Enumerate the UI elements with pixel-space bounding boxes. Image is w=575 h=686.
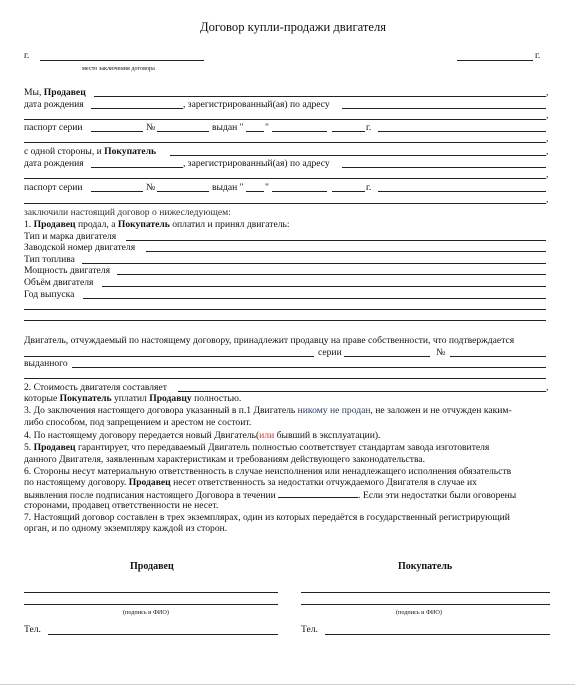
buyer-tel-field[interactable] [325,634,550,635]
seller-issued-by-field-2[interactable] [24,142,546,143]
seller-passport-label: паспорт серии [24,122,83,133]
concluded-text: заключили настоящий договор о нижеследующем: [24,207,231,218]
volume-label: Объём двигателя [24,277,94,288]
clause-6-line-a: 6. Стороны несут материальную ответственность в случае неисполнения или ненадлежащего исполнения обязательств [24,466,512,477]
price-field[interactable] [178,391,546,392]
serial-number-field[interactable] [146,251,546,252]
buyer-passport-series-field[interactable] [91,191,143,192]
place-g-label: г. [24,50,30,61]
buyer-passport-label: паспорт серии [24,182,83,193]
engine-type-label: Тип и марка двигателя [24,231,117,242]
warranty-period-field[interactable] [278,489,358,498]
volume-field[interactable] [102,286,546,287]
buyer-address-field-2[interactable] [24,178,546,179]
seller-issued-month-field[interactable] [272,131,327,132]
page-title: Договор купли-продажи двигателя [200,20,387,34]
power-label: Мощность двигателя [24,265,111,276]
clause-7-line-b: орган, и по одному экземпляру каждой из сторон. [24,523,228,534]
clause-2-line-b: которые Покупатель уплатил Продавцу полностью. [24,393,242,404]
seller-num-label: № [146,122,156,133]
buyer-line [24,146,156,157]
ownership-num-label: № [436,347,446,358]
buyer-issued-label: выдан " [212,182,244,193]
clause-6-line-b: по настоящему договору. Продавец несет ответственность за недостатки отчуждаемого Двигателя в случае их [24,477,477,488]
we-label: Мы, [24,87,42,98]
power-field[interactable] [117,274,546,275]
seller-sign-heading: Продавец [130,561,174,572]
buyer-dob-field[interactable] [91,167,183,168]
seller-issued-year-field[interactable] [332,131,365,132]
ownership-text: Двигатель, отчуждаемый по настоящему договору, принадлежит продавцу на праве собственности, что подтверждается [24,335,515,346]
clause-7-line-a: 7. Настоящий договор составлен в трех экземплярах, один из которых передаётся в государственный регистрирующий [24,512,510,523]
seller-issued-label: выдан " [212,122,244,133]
engine-type-field[interactable] [126,240,546,241]
year-label: Год выпуска [24,289,75,300]
seller-registered-label: , зарегистрированный(ая) по адресу [183,99,330,110]
seller-passport-number-field[interactable] [157,131,209,132]
seller-tel-label: Тел. [24,624,41,635]
seller-sign-caption: (подпись и ФИО) [123,609,169,616]
buyer-num-label: № [146,182,156,193]
buyer-signature-field-2[interactable] [301,604,550,605]
clause-4: 4. По настоящему договору передается новый Двигатель(или бывший в эксплуатации). [24,430,381,441]
seller-dob-field[interactable] [91,108,183,109]
buyer-sign-heading: Покупатель [398,561,453,572]
ownership-document-field[interactable] [24,356,314,357]
seller-signature-field-2[interactable] [24,604,278,605]
clause-3-line-a: 3. До заключения настоящего договора указанный в п.1 Двигатель никому не продан, не заложен и не отчужден каким- [24,405,512,416]
clause-5-line-b: данного Двигателя, заявленным характеристикам и требованиям действующего законодательства. [24,454,426,465]
clause-3-line-b: либо способом, под запрещением и арестом не состоит. [24,417,252,428]
seller-tel-field[interactable] [48,634,278,635]
clause-5-line-a: 5. Продавец гарантирует, что передаваемый Двигатель полностью соответствует стандартам завода изготовителя [24,442,490,453]
seller-issued-day-field[interactable] [246,131,264,132]
clause-6-line-c: выявления после подписания настоящего Договора в течении . Если эти недостатки были оговорены [24,490,517,501]
buyer-issued-day-field[interactable] [246,191,264,192]
extra-line-2[interactable] [24,320,546,321]
buyer-issued-by-field[interactable] [378,191,546,192]
buyer-dob-label: дата рождения [24,158,84,169]
ownership-issued-field-2[interactable] [24,378,546,379]
page-bottom-divider [0,684,575,685]
place-field[interactable] [40,60,204,61]
ownership-series-field[interactable] [344,356,430,357]
ownership-issued-label: выданного [24,358,68,369]
ownership-series-label: серии [318,347,342,358]
buyer-issued-year-field[interactable] [332,191,365,192]
extra-line-1[interactable] [24,309,546,310]
date-field[interactable] [457,60,533,61]
other-side-label: с одной стороны, и [24,146,102,157]
seller-signature-field[interactable] [24,592,278,593]
fuel-type-label: Тип топлива [24,254,75,265]
ownership-number-field[interactable] [450,356,546,357]
fuel-type-field[interactable] [82,263,546,264]
buyer-address-field[interactable] [342,167,546,168]
buyer-signature-field[interactable] [301,592,550,593]
contract-page: Договор купли-продажи двигателя г. место заключения договора г. Мы, Продавец , дата рождения , зарегистрированный(ая) по адресу , паспорт серии № выдан " " г. , с одной стороны, и Покупатель , дата рождения , зарегистрированный(ая) по адресу , паспорт серии № выдан " " г. , заключили настоящий договор о нижеследующем: 1. Продавец продал, а Покупатель оплатил и принял двигатель: Тип и марка двигателя Заводской номер двигателя Тип топлива Мощность двигателя Объём двигателя Год выпуска Двигатель, отчуждаемый по настоящему договору, принадлежит продавцу на праве собственности, что подтверждается серии № выданного 2. Стоимость двигателя составляет , которые Покупатель уплатил Продавцу полностью. 3. До заключения настоящего договора указанный в п.1 Двигатель никому не продан, не заложен и не отчужден каким- либо способом, под запрещением и арестом не состоит. 4. По настоящему договору передается новый Двигатель(или бывший в эксплуатации). 5. Продавец гарантирует, что передаваемый Двигатель полностью соответствует стандартам завода изготовителя данного Двигателя, заявленным характеристикам и требованиям действующего законодательства. 6. Стороны несут материальную ответственность в случае неисполнения или ненадлежащего исполнения обязательств по настоящему договору. Продавец несет ответственность за недостатки отчуждаемого Двигателя в случае их выявления после подписания настоящего Договора в течении . Если эти недостатки были оговорены сторонами, продавец ответственности не несет. 7. Настоящий договор составлен в трех экземплярах, один из которых передаётся в государственный регистрирующий орган, и по одному экземпляру каждой из сторон. Продавец Покупатель (подпись и ФИО) (подпись и ФИО) Тел. Тел. [0,0,575,686]
seller-address-field[interactable] [342,108,546,109]
seller-dob-label: дата рождения [24,99,84,110]
buyer-issued-month-field[interactable] [272,191,327,192]
seller-role: Продавец [43,87,86,98]
seller-line [24,87,86,98]
seller-name-field[interactable] [94,96,546,97]
seller-passport-series-field[interactable] [91,131,143,132]
place-caption: место заключения договора [82,65,155,72]
buyer-tel-label: Тел. [301,624,318,635]
seller-issued-by-field[interactable] [378,131,546,132]
buyer-role: Покупатель [104,146,157,157]
ownership-issued-field[interactable] [72,367,546,368]
clause-2-line-a: 2. Стоимость двигателя составляет [24,382,167,393]
buyer-name-field[interactable] [170,155,546,156]
date-g-label: г. [535,50,541,61]
clause-6-line-d: сторонами, продавец ответственности не несет. [24,500,219,511]
buyer-issued-by-field-2[interactable] [24,203,546,204]
buyer-registered-label: , зарегистрированный(ая) по адресу [183,158,330,169]
serial-number-label: Заводской номер двигателя [24,242,136,253]
buyer-passport-number-field[interactable] [157,191,209,192]
clause-1: 1. Продавец продал, а Покупатель оплатил и принял двигатель: [24,219,290,230]
seller-address-field-2[interactable] [24,119,546,120]
buyer-sign-caption: (подпись и ФИО) [396,609,442,616]
year-field[interactable] [83,298,546,299]
